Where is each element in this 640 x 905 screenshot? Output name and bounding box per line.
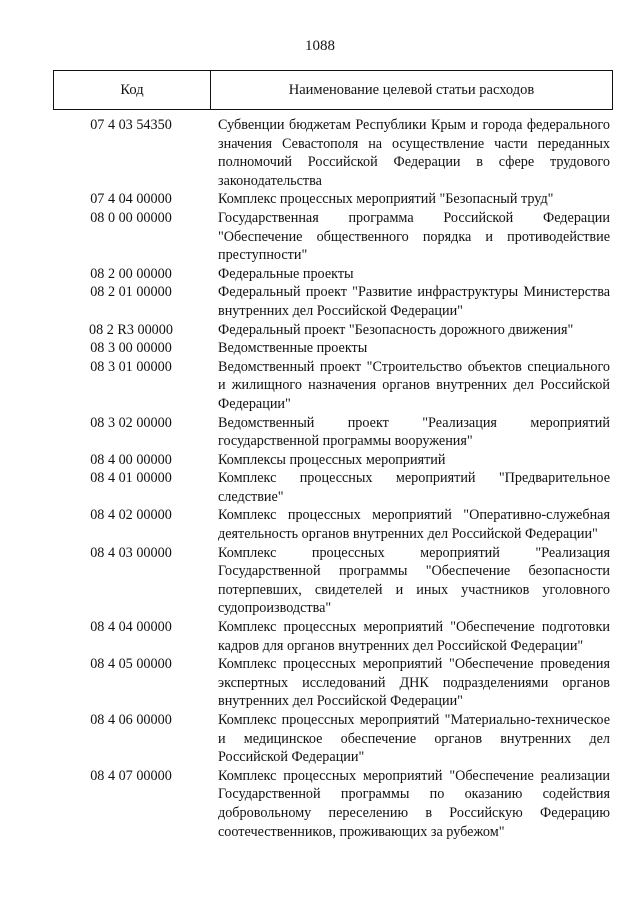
- page-number: 1088: [305, 38, 335, 54]
- table-row: [53, 339, 613, 358]
- table-row: [53, 544, 613, 618]
- row-code: 08 3 02 00000: [90, 414, 172, 431]
- row-name: Ведомственные проекты: [218, 340, 368, 357]
- row-code: 08 3 00 00000: [90, 340, 172, 357]
- row-name: Комплекс процессных мероприятий "Безопасный труд": [218, 191, 554, 208]
- row-name: Комплекс процессных мероприятий "Материально-техническое и медицинское обеспечение органов внутренних дел Российской Федерации": [218, 712, 610, 766]
- table-body: [53, 116, 613, 841]
- row-name: Ведомственный проект "Строительство объектов специального и жилищного назначения органов внутренних дел Российской Федерации": [218, 358, 610, 412]
- table-row: [53, 116, 613, 190]
- row-name: Федеральный проект "Развитие инфраструктуры Министерства внутренних дел Российской Федерации": [218, 284, 610, 319]
- table-row: [53, 506, 613, 543]
- table-row: [53, 711, 613, 767]
- row-code: 08 4 02 00000: [90, 507, 172, 524]
- table-row: [53, 190, 613, 209]
- header-name: Наименование целевой статьи расходов: [288, 81, 535, 98]
- row-code: 08 4 00 00000: [90, 451, 172, 468]
- row-code: 07 4 04 00000: [90, 191, 172, 208]
- row-name: Субвенции бюджетам Республики Крым и города федерального значения Севастополя на осуществление части переданных полномочий Российской Федерации в сфере трудового законодательства: [218, 117, 610, 189]
- row-code: 08 4 03 00000: [90, 544, 172, 561]
- table-row: [53, 451, 613, 470]
- table-row: [53, 358, 613, 414]
- table-row: [53, 655, 613, 711]
- row-name: Комплексы процессных мероприятий: [218, 451, 446, 468]
- header-code: Код: [54, 71, 211, 109]
- row-name: Ведомственный проект "Реализация мероприятий государственной программы вооружения": [218, 414, 610, 450]
- row-code: 08 4 06 00000: [90, 712, 172, 728]
- table-row: [53, 283, 613, 320]
- table-row: [53, 321, 613, 340]
- row-name: Комплекс процессных мероприятий "Обеспечение проведения экспертных исследований ДНК подразделениями органов внутренних дел Российской Федерации": [218, 656, 610, 710]
- table-row: [53, 265, 613, 284]
- table-row: [53, 414, 613, 451]
- table-row: [53, 209, 613, 265]
- row-name: Комплекс процессных мероприятий "Предварительное следствие": [218, 470, 610, 505]
- row-name: Комплекс процессных мероприятий "Оперативно-служебная деятельность органов внутренних дел Российской Федерации": [218, 507, 610, 543]
- row-code: 08 4 01 00000: [90, 470, 172, 487]
- row-code: 08 2 R3 00000: [89, 321, 173, 338]
- row-code: 08 4 04 00000: [90, 619, 172, 636]
- row-code: 07 4 03 54350: [90, 117, 172, 133]
- row-code: 08 4 07 00000: [90, 767, 172, 784]
- row-code: 08 4 05 00000: [90, 656, 172, 673]
- row-code: 08 2 01 00000: [90, 284, 172, 301]
- row-name: Федеральные проекты: [218, 265, 354, 282]
- table-row: [53, 767, 613, 841]
- row-name: Комплекс процессных мероприятий "Обеспечение реализации Государственной программы по оказанию содействия добровольному переселению в Российскую Федерацию соотечественников, проживающих за рубежом": [218, 767, 610, 840]
- row-name: Государственная программа Российской Федерации "Обеспечение общественного порядка и противодействие преступности": [218, 209, 610, 264]
- table-row: [53, 469, 613, 506]
- table-header: [53, 70, 613, 110]
- row-code: 08 2 00 00000: [90, 265, 172, 282]
- row-code: 08 0 00 00000: [90, 209, 172, 226]
- row-code: 08 3 01 00000: [90, 358, 172, 375]
- row-name: Комплекс процессных мероприятий "Реализация Государственной программы "Обеспечение безопасности потерпевших, свидетелей и иных участников уголовного судопроизводства": [218, 544, 610, 617]
- table-row: [53, 618, 613, 655]
- row-name: Комплекс процессных мероприятий "Обеспечение подготовки кадров для органов внутренних дел Российской Федерации": [218, 619, 610, 654]
- row-name: Федеральный проект "Безопасность дорожного движения": [218, 321, 574, 338]
